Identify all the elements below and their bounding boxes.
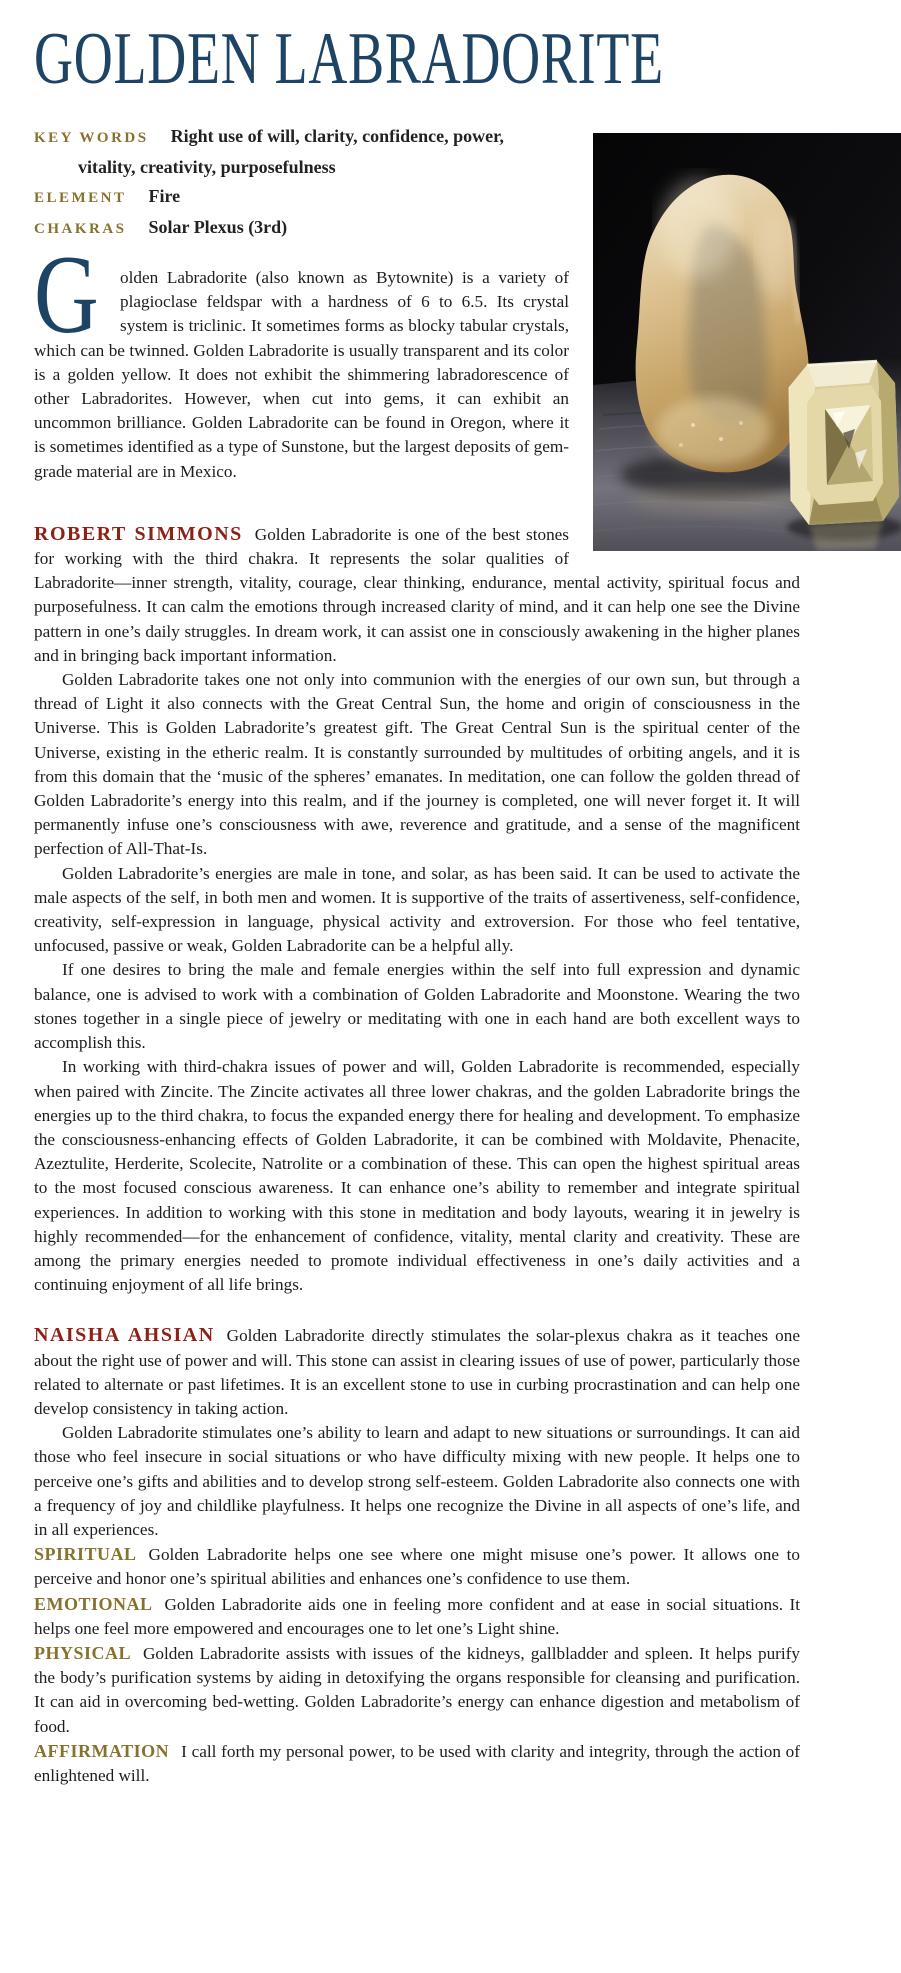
property-element — [34, 182, 548, 213]
intro-text: olden Labradorite (also known as Bytownite) is a variety of plagioclase feldspar with a hardness of 6 to 6.5. Its crystal system is triclinic. It sometimes forms as blocky tabular crystals, which can be twinned. Golden Labradorite is usually transparent and its color is a golden yellow. It does not exhibit the shimmering labradorescence of other Labradorites. However, when cut into gems, it can exhibit an uncommon brilliance. Golden Labradorite can be found in Oregon, where it is sometimes identified as a type of Sunstone, but the largest deposits of gem-grade material are in Mexico. — [34, 268, 569, 481]
simmons-paragraph-4: If one desires to bring the male and female energies within the self into full expression and dynamic balance, one is advised to work with a combination of Golden Labradorite and Moonstone. Wearing the two stones together in a single piece of jewelry or meditating with one in each hand are both excellent ways to accomplish this. — [34, 960, 800, 1053]
golden-labradorite-photo — [593, 133, 901, 551]
emotional-text: Golden Labradorite aids one in feeling more confident and at ease in social situations. It helps one feel more empowered and encourages one to let one’s Light shine. — [34, 1594, 800, 1638]
ahsian-text-1: Golden Labradorite directly stimulates the solar-plexus chakra as it teaches one about the right use of power and will. This stone can assist in clearing issues of use of power, particularly those related to alternate or past lifetimes. It is an excellent stone to use in curbing procrastination and can help one develop consistency in taking action. — [34, 1326, 800, 1418]
simmons-paragraph-5: In working with third-chakra issues of power and will, Golden Labradorite is recommended, especially when paired with Zincite. The Zincite activates all three lower chakras, and the golden Labradorite brings the energies up to the third chakra, to focus the expanded energy there for healing and development. To emphasize the consciousness-enhancing effects of Golden Labradorite, it can be combined with Moldavite, Phenacite, Azeztulite, Herderite, Scolecite, Natrolite or a combination of these. This can open the highest spiritual areas to the most focused conscious awareness. It can enhance one’s ability to remember and integrate spiritual experiences. In addition to working with this stone in meditation and body layouts, wearing it in jewelry is highly recommended—for the enhancement of confidence, vitality, mental clarity and creativity. These are among the primary energies needed to promote individual effectiveness in one’s daily activities and a continuing enjoyment of all life brings. — [34, 1057, 800, 1295]
emotional-paragraph — [34, 1592, 800, 1641]
page-title — [34, 0, 901, 100]
drop-cap: G — [34, 233, 99, 357]
cut-gem-shape — [789, 361, 899, 525]
ahsian-paragraph-1 — [34, 1323, 800, 1421]
affirmation-label: AFFIRMATION — [34, 1740, 170, 1761]
spiritual-paragraph — [34, 1542, 800, 1591]
spiritual-label: SPIRITUAL — [34, 1544, 137, 1565]
ahsian-paragraph-2: Golden Labradorite stimulates one’s ability to learn and adapt to new situations or surroundings. It can aid those who feel insecure in social situations or who have difficulty mixing with new people. It helps one to perceive one’s gifts and abilities and to develop strong self-esteem. Golden Labradorite also connects one with a frequency of joy and childlike playfulness. It helps one recognize the Divine in all aspects of one’s life, and in all experiences. — [34, 1423, 800, 1539]
author-heading-ahsian: NAISHA AHSIAN — [34, 1324, 215, 1347]
stone-photo — [593, 133, 901, 551]
emotional-label: EMOTIONAL — [34, 1593, 153, 1614]
author-heading-simmons: ROBERT SIMMONS — [34, 522, 243, 545]
physical-label: PHYSICAL — [34, 1642, 132, 1663]
simmons-text-1: Golden Labradorite is one of the best stones for working with the third chakra. It represents the solar qualities of Labradorite—inner strength, vitality, courage, clear thinking, endurance, mental activity, spiritual focus and purposefulness. It can calm the emotions through increased clarity of mind, and it can help one see the Divine pattern in one’s daily struggles. In dream work, it can assist one in consciously awakening in the higher planes and in bringing back important information. — [34, 524, 800, 665]
element-label: ELEMENT — [34, 190, 127, 206]
physical-paragraph — [34, 1641, 800, 1739]
simmons-paragraph-3: Golden Labradorite’s energies are male in tone, and solar, as has been said. It can be used to activate the male aspects of the self, in both men and women. It is supportive of the traits of assertiveness, self-confidence, creativity, self-expression in language, physical activity and extroversion. For those who feel tentative, unfocused, passive or weak, Golden Labradorite can be a helpful ally. — [34, 863, 800, 956]
affirmation-text: I call forth my personal power, to be used with clarity and integrity, through the action of enlightened will. — [34, 1741, 800, 1785]
affirmation-paragraph — [34, 1739, 800, 1788]
physical-text: Golden Labradorite assists with issues of the kidneys, gallbladder and spleen. It helps purify the body’s purification systems by aiding in detoxifying the organs responsible for cleansing and purification. It can aid in overcoming bed-wetting. Golden Labradorite’s energy can enhance digestion and metabolism of food. — [34, 1643, 800, 1736]
element-value: Fire — [148, 186, 181, 206]
simmons-paragraph-2: Golden Labradorite takes one not only into communion with the energies of our own sun, but through a thread of Light it also connects with the Great Central Sun, the home and origin of consciousness in the Universe. This is Golden Labradorite’s greatest gift. The Great Central Sun is the spiritual center of the Universe, existing in the etheric realm. It is constantly surrounded by multitudes of orbiting angels, and it is from this domain that the ‘music of the spheres’ emanates. In meditation, one can follow the golden thread of Golden Labradorite’s energy into this realm, and if the journey is completed, one will never forget it. It will permanently infuse one’s consciousness with awe, reverence and gratitude, and a sense of the magnificent perfection of All-That-Is. — [34, 670, 800, 859]
chakras-label: CHAKRAS — [34, 221, 127, 237]
chakras-value: Solar Plexus (3rd) — [148, 217, 288, 237]
key-words-value: Right use of will, clarity, confidence, power, vitality, creativity, purposefulness — [78, 126, 504, 177]
property-key-words — [34, 122, 548, 182]
key-words-label: KEY WORDS — [34, 130, 149, 146]
page-title-text: GOLDEN LABRADORITE — [34, 18, 664, 100]
spiritual-text: Golden Labradorite helps one see where one might misuse one’s power. It allows one to perceive and honor one’s spiritual abilities and enhances one’s confidence to use them. — [34, 1545, 800, 1589]
property-chakras — [34, 213, 548, 244]
